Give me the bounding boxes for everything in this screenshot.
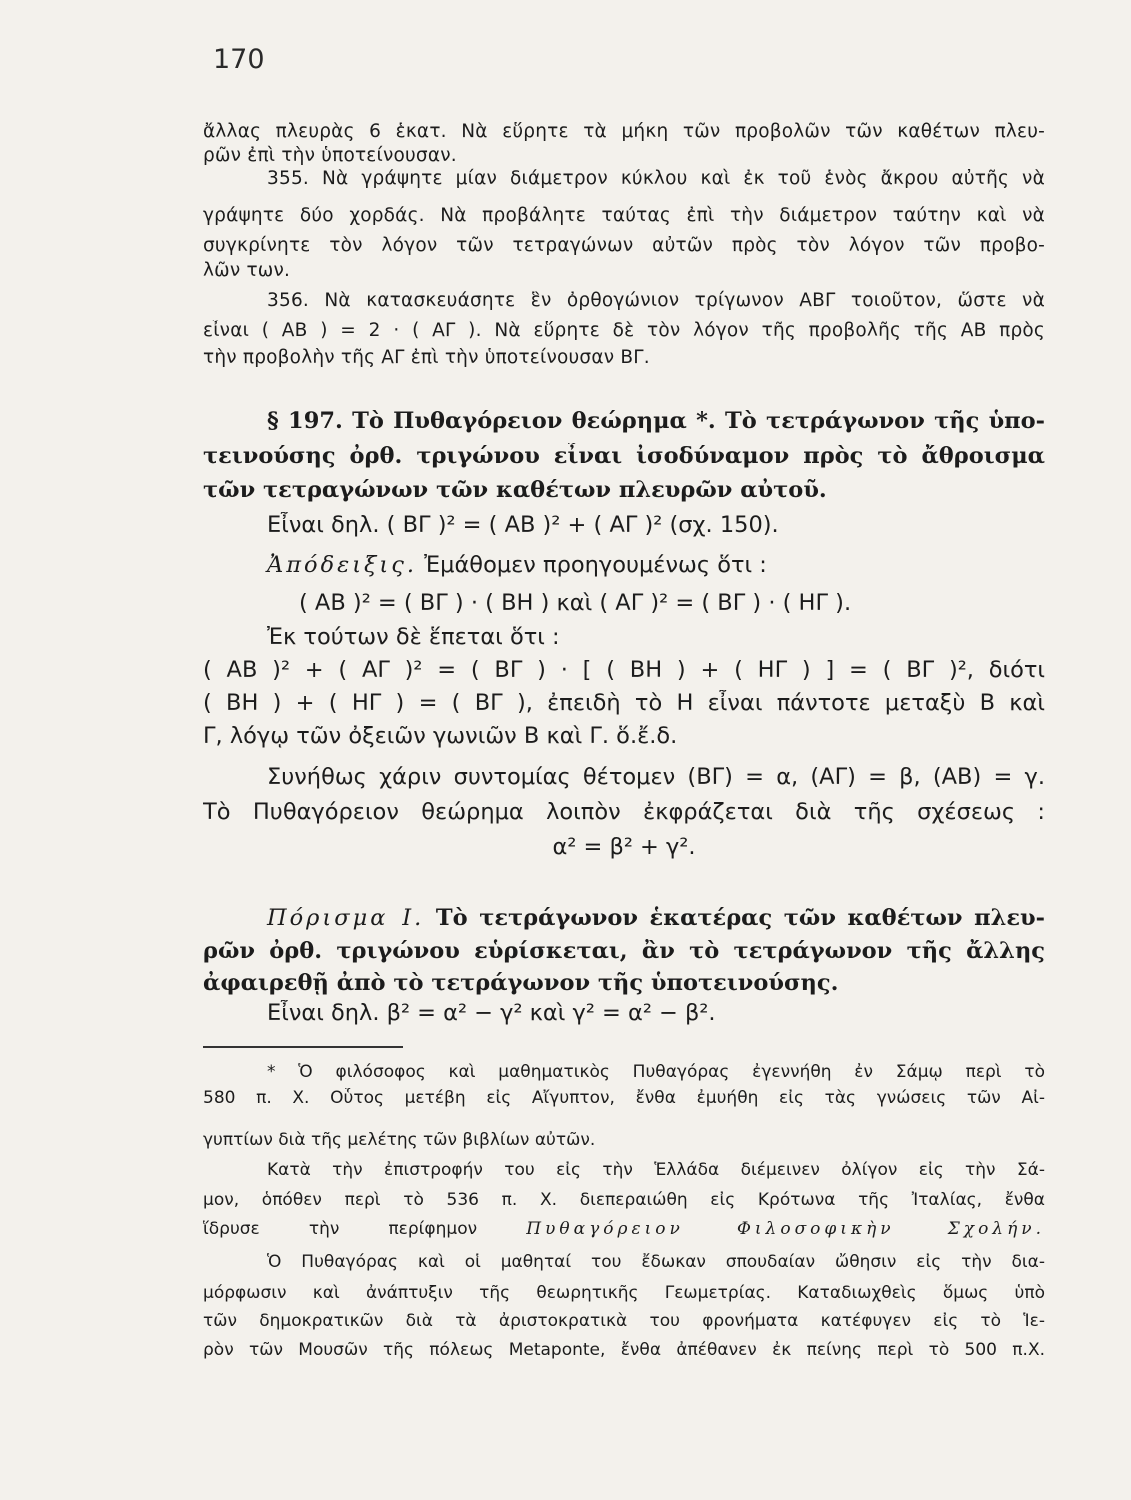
theorem-statement: Εἶναι δηλ. ( ΒΓ )² = ( ΑΒ )² + ( ΑΓ )² (σχ. 150). — [267, 512, 779, 538]
corollary-text: ρῶν ὀρθ. τριγώνου εὑρίσκεται, ἂν τὸ τετράγωνον τῆς ἄλλης — [203, 938, 1045, 964]
exercise-355: 355. Νὰ γράψητε μίαν διάμετρον κύκλου καὶ ἐκ τοῦ ἑνὸς ἄκρου αὐτῆς νὰ — [267, 168, 1045, 189]
text-line: Ἐκ τούτων δὲ ἕπεται ὅτι : — [267, 624, 560, 650]
corollary-label: Πόρισμα Ι. — [267, 905, 425, 931]
text-line: συγκρίνητε τὸν λόγον τῶν τετραγώνων αὐτῶν πρὸς τὸν λόγον τῶν προβο- — [203, 235, 1045, 256]
text-line: εἶναι ( ΑΒ ) = 2 · ( ΑΓ ). Νὰ εὕρητε δὲ τὸν λόγον τῆς προβολῆς τῆς ΑΒ πρὸς — [203, 320, 1045, 341]
exercise-356: 356. Νὰ κατασκευάσητε ἓν ὀρθογώνιον τρίγωνον ΑΒΓ τοιοῦτον, ὥστε νὰ — [267, 290, 1045, 311]
footnote-line: μόρφωσιν καὶ ἀνάπτυξιν τῆς θεωρητικῆς Γεωμετρίας. Καταδιωχθεὶς ὅμως ὑπὸ — [203, 1283, 1045, 1303]
corollary-formula: Εἶναι δηλ. β² = α² − γ² καὶ γ² = α² − β². — [267, 1000, 716, 1026]
text-line: λῶν των. — [203, 260, 291, 281]
footnote-line: γυπτίων διὰ τῆς μελέτης τῶν βιβλίων αὐτῶν. — [203, 1130, 596, 1150]
footnote-text: ἵδρυσε τὴν περίφημον — [203, 1219, 478, 1239]
proof-text: Ἐμάθομεν προηγουμένως ὅτι : — [424, 552, 767, 578]
text-line: ρῶν ἐπὶ τὴν ὑποτείνουσαν. — [203, 145, 457, 166]
footnote-line: ρὸν τῶν Μουσῶν τῆς πόλεως Metaponte, ἔνθα ἀπέθανεν ἐκ πείνης περὶ τὸ 500 π.Χ. — [203, 1340, 1045, 1360]
section-heading: § 197. Τὸ Πυθαγόρειον θεώρημα *. Τὸ τετράγωνον τῆς ὑπο- — [267, 408, 1045, 434]
footnote-rule — [203, 1046, 403, 1048]
corollary-line — [203, 905, 1045, 931]
school-name: Πυθαγόρειον Φιλοσοφικὴν Σχολήν. — [526, 1219, 1045, 1239]
text-line: τὴν προβολὴν τῆς ΑΓ ἐπὶ τὴν ὑποτείνουσαν ΒΓ. — [203, 347, 650, 368]
corollary-text: Τὸ τετράγωνον ἑκατέρας τῶν καθέτων πλευ- — [435, 905, 1045, 931]
formula: α² = β² + γ². — [552, 834, 696, 860]
proof-line — [203, 552, 1045, 578]
section-heading: τεινούσης ὀρθ. τριγώνου εἶναι ἰσοδύναμον πρὸς τὸ ἄθροισμα — [203, 443, 1045, 469]
footnote-line: * Ὁ φιλόσοφος καὶ μαθηματικὸς Πυθαγόρας ἐγεννήθη ἐν Σάμῳ περὶ τὸ — [267, 1062, 1045, 1082]
footnote-line: τῶν δημοκρατικῶν διὰ τὰ ἀριστοκρατικὰ του φρονήματα κατέφυγεν εἰς τὸ Ἱε- — [203, 1311, 1045, 1331]
proof-label: Ἀπόδειξις. — [267, 552, 417, 578]
equation: ( ΑΒ )² = ( ΒΓ ) · ( ΒΗ ) καὶ ( ΑΓ )² = ( ΒΓ ) · ( ΗΓ ). — [299, 590, 852, 616]
corollary-text: ἀφαιρεθῇ ἀπὸ τὸ τετράγωνον τῆς ὑποτεινούσης. — [203, 970, 839, 996]
text-line: Γ, λόγῳ τῶν ὀξειῶν γωνιῶν Β καὶ Γ. ὅ.ἔ.δ. — [203, 723, 678, 749]
footnote-line: μον, ὁπόθεν περὶ τὸ 536 π. Χ. διεπεραιώθη εἰς Κρότωνα τῆς Ἰταλίας, ἔνθα — [203, 1190, 1045, 1210]
footnote-line: 580 π. Χ. Οὗτος μετέβη εἰς Αἴγυπτον, ἔνθα ἐμυήθη εἰς τὰς γνώσεις τῶν Αἰ- — [203, 1088, 1045, 1108]
page-number: 170 — [213, 44, 265, 75]
text-line: Τὸ Πυθαγόρειον θεώρημα λοιπὸν ἐκφράζεται διὰ τῆς σχέσεως : — [203, 799, 1045, 825]
footnote-line: Ὁ Πυθαγόρας καὶ οἱ μαθηταί του ἔδωκαν σπουδαίαν ὤθησιν εἰς τὴν δια- — [267, 1252, 1045, 1272]
text-line: ( ΒΗ ) + ( ΗΓ ) = ( ΒΓ ), ἐπειδὴ τὸ Η εἶναι πάντοτε μεταξὺ Β καὶ — [203, 690, 1045, 716]
text-line: ἄλλας πλευρὰς 6 ἑκατ. Νὰ εὕρητε τὰ μήκη τῶν προβολῶν τῶν καθέτων πλευ- — [203, 121, 1045, 142]
section-heading: τῶν τετραγώνων τῶν καθέτων πλευρῶν αὐτοῦ. — [203, 477, 827, 503]
footnote-line: Κατὰ τὴν ἐπιστροφήν του εἰς τὴν Ἑλλάδα διέμεινεν ὀλίγον εἰς τὴν Σά- — [267, 1160, 1045, 1180]
equation: ( ΑΒ )² + ( ΑΓ )² = ( ΒΓ ) · [ ( ΒΗ ) + ( ΗΓ ) ] = ( ΒΓ )², διότι — [203, 657, 1045, 683]
text-line: Συνήθως χάριν συντομίας θέτομεν (ΒΓ) = α, (ΑΓ) = β, (ΑΒ) = γ. — [267, 764, 1045, 790]
footnote-line — [203, 1219, 1045, 1239]
text-line: γράψητε δύο χορδάς. Νὰ προβάλητε ταύτας ἐπὶ τὴν διάμετρον ταύτην καὶ νὰ — [203, 205, 1045, 226]
